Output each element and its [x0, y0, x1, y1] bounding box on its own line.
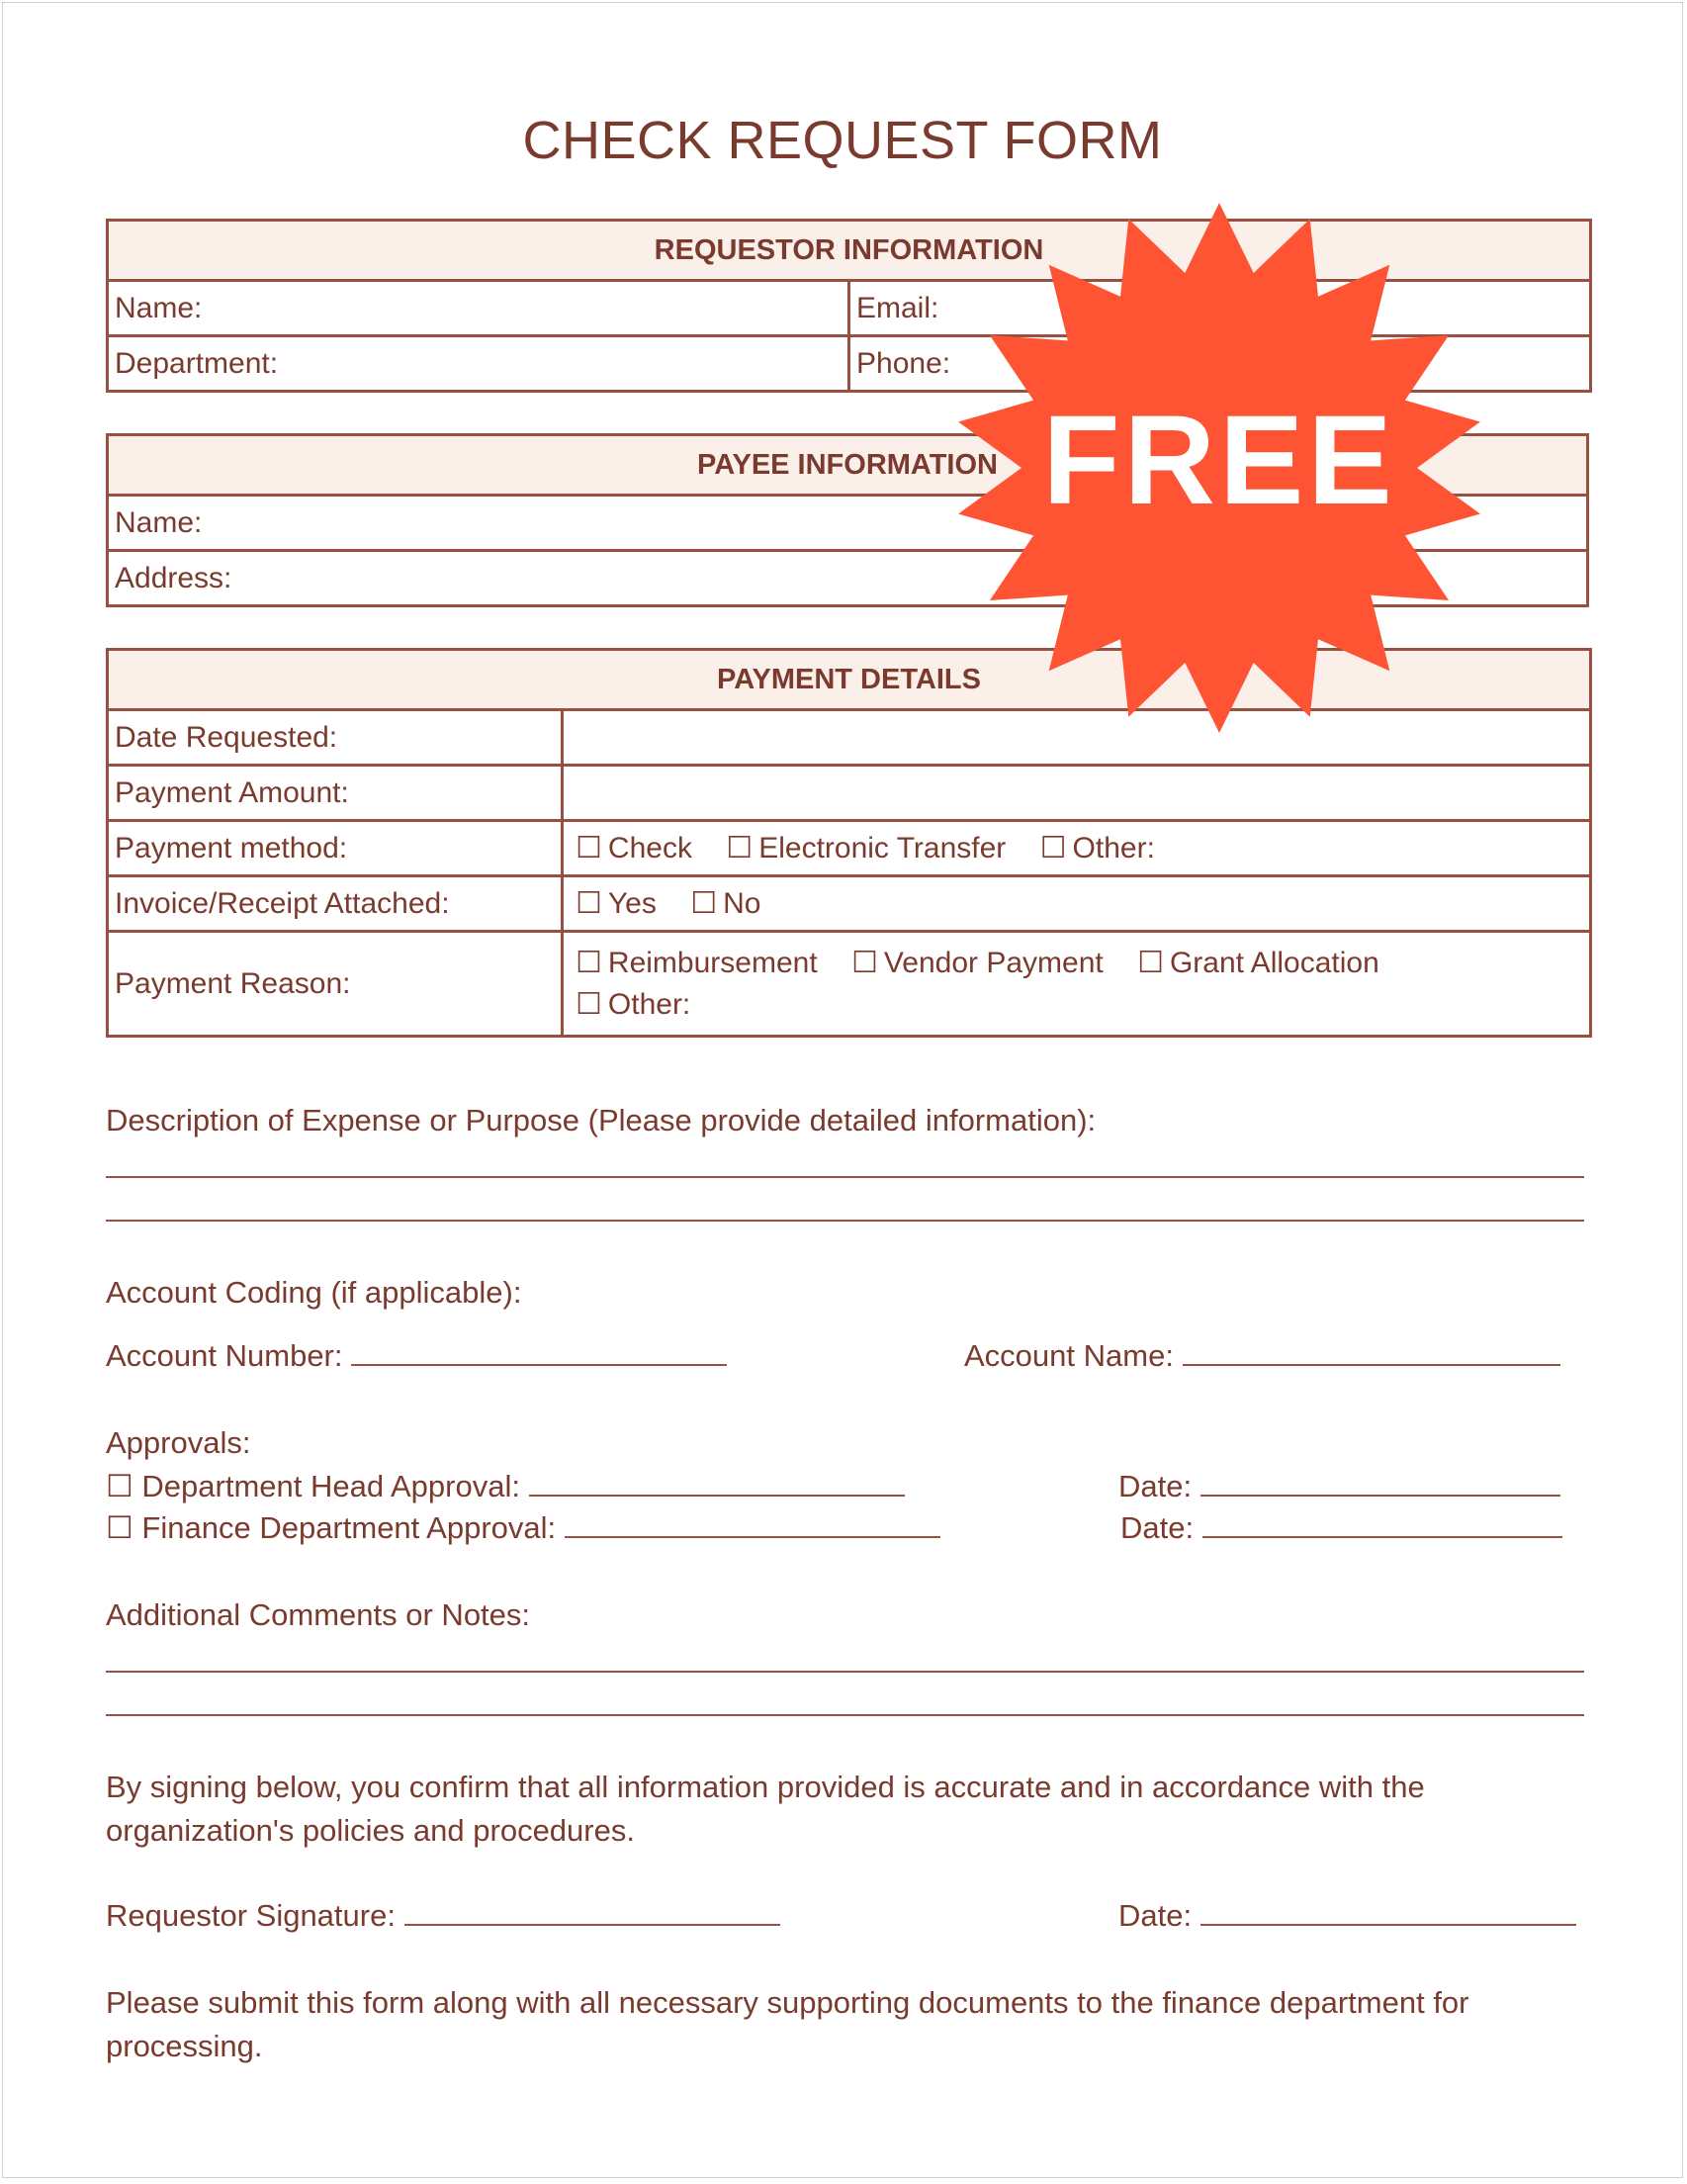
form-page: [2, 2, 1683, 2178]
method-check-option[interactable]: [576, 831, 692, 865]
reason-grant-label: Grant Allocation: [1169, 946, 1379, 979]
account-name-input[interactable]: [1183, 1338, 1560, 1366]
invoice-options: [563, 876, 1591, 932]
payee-header: PAYEE INFORMATION: [108, 435, 1588, 496]
reason-grant-option[interactable]: [1137, 943, 1379, 984]
signature-date-input[interactable]: [1200, 1898, 1576, 1926]
dept-head-approval-label: Department Head Approval:: [141, 1469, 520, 1503]
invoice-no-label: No: [723, 887, 761, 920]
payment-amount-label: Payment Amount:: [108, 766, 563, 821]
comments-line-1[interactable]: [106, 1671, 1584, 1673]
checkbox-icon[interactable]: ☐: [106, 1469, 133, 1503]
method-other-option[interactable]: [1040, 831, 1155, 865]
reason-vendor-option[interactable]: [851, 943, 1104, 984]
reason-other-option[interactable]: [576, 984, 690, 1026]
requestor-phone-label: Phone:: [856, 346, 951, 380]
finance-approval-label: Finance Department Approval:: [141, 1510, 557, 1545]
dept-head-approval-row: [106, 1469, 905, 1504]
reason-reimbursement-option[interactable]: [576, 943, 818, 984]
invoice-yes-label: Yes: [607, 887, 657, 920]
signature-row: [106, 1898, 780, 1934]
account-name-row: [964, 1338, 1560, 1374]
payment-header: PAYMENT DETAILS: [108, 650, 1591, 710]
requestor-name-field[interactable]: [108, 281, 849, 336]
dept-head-date-label: Date:: [1118, 1469, 1193, 1503]
requestor-department-label: Department:: [115, 346, 279, 380]
account-number-input[interactable]: [351, 1338, 727, 1366]
checkbox-icon[interactable]: ☐: [1039, 832, 1067, 864]
account-number-label: Account Number:: [106, 1338, 343, 1373]
checkbox-icon[interactable]: ☐: [726, 832, 754, 864]
comments-line-2[interactable]: [106, 1714, 1584, 1716]
payee-name-label: Name:: [115, 505, 203, 539]
free-badge: [952, 201, 1486, 735]
signature-date-row: [1118, 1898, 1576, 1934]
checkbox-icon[interactable]: ☐: [576, 946, 602, 979]
confirmation-text: By signing below, you confirm that all information provided is accurate and in accordance with the organization's policies and procedures.: [106, 1770, 1425, 1848]
method-electronic-label: Electronic Transfer: [758, 832, 1007, 864]
signature-input[interactable]: [404, 1898, 780, 1926]
description-line-1[interactable]: [106, 1176, 1584, 1178]
dept-head-date-input[interactable]: [1200, 1469, 1560, 1497]
payment-reason-options: [563, 932, 1591, 1037]
comments-label: Additional Comments or Notes:: [106, 1597, 531, 1632]
requestor-department-field[interactable]: [108, 336, 849, 392]
invoice-label: Invoice/Receipt Attached:: [108, 876, 563, 932]
reason-reimbursement-label: Reimbursement: [607, 946, 818, 979]
checkbox-icon[interactable]: ☐: [690, 887, 718, 920]
checkbox-icon[interactable]: ☐: [576, 887, 602, 920]
checkbox-icon[interactable]: ☐: [576, 832, 602, 864]
date-requested-label: Date Requested:: [108, 710, 563, 766]
footer-note: Please submit this form along with all necessary supporting documents to the finance department for processing.: [106, 1985, 1469, 2063]
reason-vendor-label: Vendor Payment: [883, 946, 1104, 979]
finance-date-input[interactable]: [1202, 1510, 1562, 1538]
requestor-name-label: Name:: [115, 291, 203, 324]
approvals-heading: Approvals:: [106, 1425, 251, 1460]
free-badge-text: FREE: [1042, 390, 1396, 531]
checkbox-icon[interactable]: ☐: [576, 987, 602, 1021]
method-other-label: Other:: [1072, 832, 1155, 864]
method-check-label: Check: [607, 832, 692, 864]
payment-method-options: [563, 821, 1591, 876]
requestor-header: REQUESTOR INFORMATION: [108, 221, 1591, 281]
checkbox-icon[interactable]: ☐: [1137, 946, 1164, 979]
form-title: CHECK REQUEST FORM: [522, 111, 1163, 170]
dept-head-date-row: [1118, 1469, 1560, 1504]
account-name-label: Account Name:: [964, 1338, 1174, 1373]
invoice-yes-option[interactable]: [576, 886, 657, 921]
method-electronic-option[interactable]: [726, 831, 1006, 865]
description-line-2[interactable]: [106, 1220, 1584, 1222]
account-number-row: [106, 1338, 727, 1374]
payment-reason-label: Payment Reason:: [108, 932, 563, 1037]
dept-head-approval-input[interactable]: [529, 1469, 905, 1497]
finance-approval-input[interactable]: [565, 1510, 940, 1538]
payee-address-label: Address:: [115, 561, 232, 594]
invoice-no-option[interactable]: [690, 886, 760, 921]
payment-amount-input[interactable]: [563, 766, 1591, 821]
payment-method-label: Payment method:: [108, 821, 563, 876]
signature-label: Requestor Signature:: [106, 1898, 396, 1933]
finance-date-label: Date:: [1120, 1510, 1195, 1545]
checkbox-icon[interactable]: ☐: [106, 1510, 133, 1545]
finance-date-row: [1120, 1510, 1562, 1546]
finance-approval-row: [106, 1510, 940, 1546]
account-coding-heading: Account Coding (if applicable):: [106, 1275, 522, 1310]
requestor-email-label: Email:: [856, 291, 939, 324]
description-label: Description of Expense or Purpose (Please provide detailed information):: [106, 1103, 1097, 1138]
reason-other-label: Other:: [607, 987, 691, 1021]
signature-date-label: Date:: [1118, 1898, 1193, 1933]
checkbox-icon[interactable]: ☐: [851, 946, 878, 979]
